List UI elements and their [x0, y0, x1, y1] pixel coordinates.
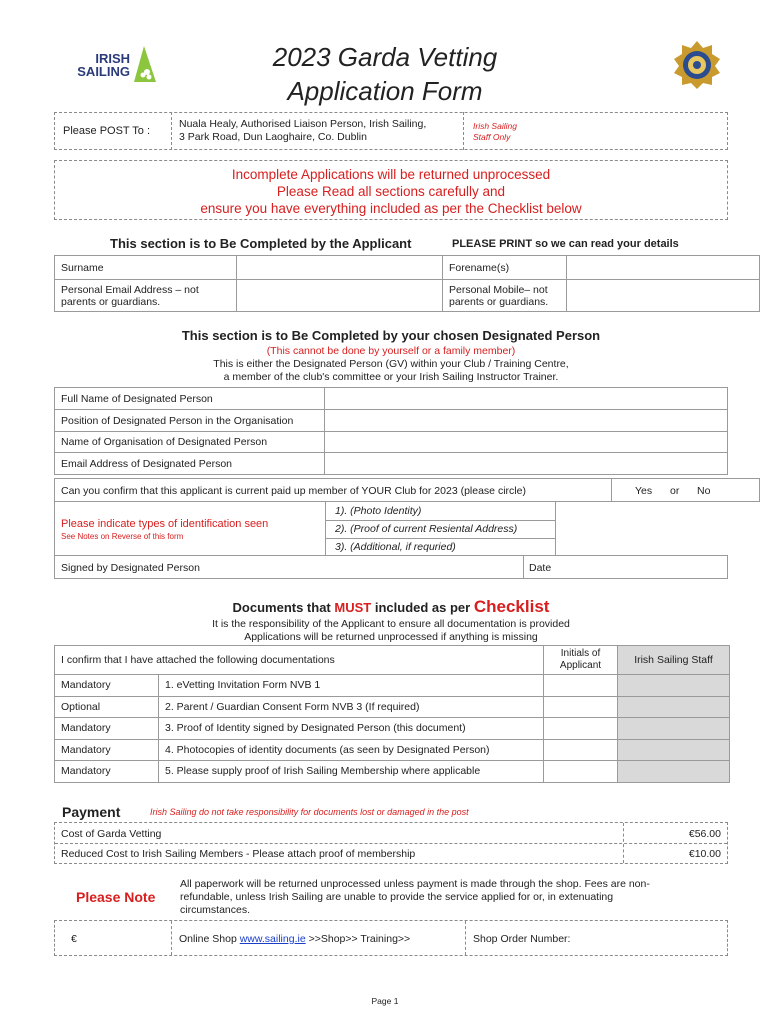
doc-status: Mandatory	[55, 675, 159, 697]
euro-sign: €	[71, 933, 77, 945]
logo-line1: IRISH	[95, 51, 130, 66]
doc-staff-cell	[618, 739, 730, 761]
initials-header: Initials of Applicant	[544, 646, 618, 675]
signed-row	[54, 555, 728, 579]
note-line2: refundable, unless Irish Sailing are unable to provide the service applied for or, in extenuating	[180, 891, 614, 903]
id-option-3[interactable]: 3). (Additional, if requried)	[335, 541, 456, 553]
forename-input[interactable]	[567, 256, 760, 280]
id-types-label: Please indicate types of identification seen	[61, 518, 269, 530]
note-line1: All paperwork will be returned unprocessed unless payment is made through the shop. Fees are non-	[180, 878, 650, 890]
order-number-label: Shop Order Number:	[473, 933, 571, 945]
doc-status: Mandatory	[55, 761, 159, 783]
doc-item: 1. eVetting Invitation Form NVB 1	[159, 675, 544, 697]
doc-staff-cell	[618, 696, 730, 718]
designated-desc	[54, 358, 728, 384]
doc-item: 2. Parent / Guardian Consent Form NVB 3 (If required)	[159, 696, 544, 718]
email-dp-input[interactable]	[325, 453, 728, 475]
staff-only-note	[473, 121, 517, 143]
note-heading: Please Note	[76, 889, 156, 905]
title-line1: 2023 Garda Vetting	[272, 42, 498, 72]
form-title	[240, 40, 530, 108]
documents-resp	[54, 618, 728, 644]
position-label: Position of Designated Person in the Organisation	[55, 410, 325, 432]
doc-status: Mandatory	[55, 718, 159, 740]
mobile-label: Personal Mobile– not parents or guardians.	[443, 280, 567, 312]
post-label: Please POST To :	[63, 125, 151, 137]
docs-heading-pre: Documents that	[232, 600, 331, 615]
email-label: Personal Email Address – not parents or guardians.	[55, 280, 237, 312]
date-label: Date	[529, 562, 552, 574]
doc-initials-input[interactable]	[544, 696, 618, 718]
docs-confirm-label: I confirm that I have attached the following documentations	[55, 646, 544, 675]
table-row	[55, 761, 730, 783]
table-row	[55, 696, 730, 718]
table-row	[55, 675, 730, 697]
reduced-value: €10.00	[688, 848, 721, 860]
no-option[interactable]: No	[697, 485, 711, 497]
yes-option[interactable]: Yes	[635, 485, 653, 497]
logo-line2: SAILING	[77, 64, 130, 79]
email-input[interactable]	[237, 280, 443, 312]
doc-staff-cell	[618, 718, 730, 740]
irish-sailing-logo	[66, 48, 162, 84]
doc-initials-input[interactable]	[544, 675, 618, 697]
docs-heading-must: MUST	[334, 600, 372, 615]
doc-staff-cell	[618, 761, 730, 783]
documents-heading	[54, 597, 728, 617]
confirm-row	[54, 478, 760, 502]
doc-staff-cell	[618, 675, 730, 697]
or-text: or	[670, 485, 680, 497]
designated-table	[54, 387, 728, 475]
staff-line1: Irish Sailing	[473, 121, 517, 131]
doc-item: 4. Photocopies of identity documents (as seen by Designated Person)	[159, 739, 544, 761]
doc-item: 3. Proof of Identity signed by Designated Person (this document)	[159, 718, 544, 740]
sail-icon	[130, 44, 160, 84]
mobile-input[interactable]	[567, 280, 760, 312]
full-name-input[interactable]	[325, 388, 728, 410]
documents-table	[54, 645, 730, 783]
signed-label: Signed by Designated Person	[61, 562, 200, 574]
applicant-heading: This section is to Be Completed by the Applicant	[110, 236, 412, 251]
payment-heading: Payment	[62, 804, 121, 820]
resp-line2: Applications will be returned unprocessed if anything is missing	[244, 631, 538, 643]
email-dp-label: Email Address of Designated Person	[55, 453, 325, 475]
cost-label: Cost of Garda Vetting	[61, 828, 162, 840]
org-name-input[interactable]	[325, 432, 728, 453]
post-to-box	[54, 112, 728, 150]
doc-initials-input[interactable]	[544, 761, 618, 783]
id-option-2[interactable]: 2). (Proof of current Resiental Address)	[335, 523, 518, 535]
docs-heading-mid: included as per	[374, 600, 471, 615]
shop-text	[179, 933, 410, 945]
post-address	[179, 118, 426, 144]
payment-table	[54, 822, 728, 864]
id-types-block	[54, 501, 556, 556]
position-input[interactable]	[325, 410, 728, 432]
desc-line1: This is either the Designated Person (GV) within your Club / Training Centre,	[213, 358, 569, 370]
shop-pre: Online Shop	[179, 933, 237, 945]
cost-value: €56.00	[688, 828, 721, 840]
doc-initials-input[interactable]	[544, 739, 618, 761]
garda-crest-icon	[672, 40, 722, 90]
doc-status: Mandatory	[55, 739, 159, 761]
note-line3: circumstances.	[180, 904, 251, 916]
print-note: PLEASE PRINT so we can read your details	[452, 238, 679, 250]
docs-heading-checklist: Checklist	[473, 597, 550, 616]
surname-label: Surname	[55, 256, 237, 280]
id-option-1[interactable]: 1). (Photo Identity)	[335, 505, 422, 517]
doc-status: Optional	[55, 696, 159, 718]
table-row	[55, 718, 730, 740]
designated-heading: This section is to Be Completed by your chosen Designated Person	[181, 328, 601, 343]
shop-link[interactable]: www.sailing.ie	[239, 933, 306, 945]
warning-line1: Incomplete Applications will be returned unprocessed	[231, 167, 551, 182]
staff-header: Irish Sailing Staff	[618, 646, 730, 675]
shop-post: >>Shop>> Training>>	[305, 933, 411, 945]
designated-subheading: (This cannot be done by yourself or a family member)	[266, 345, 516, 357]
desc-line2: a member of the club's committee or your Irish Sailing Instructor Trainer.	[223, 371, 559, 383]
staff-line2: Staff Only	[473, 132, 511, 142]
warning-line3: ensure you have everything included as per the Checklist below	[200, 201, 582, 216]
page-number: Page 1	[371, 996, 399, 1006]
forename-label: Forename(s)	[443, 256, 567, 280]
id-note: See Notes on Reverse of this form	[61, 532, 184, 541]
doc-item: 5. Please supply proof of Irish Sailing Membership where applicable	[159, 761, 544, 783]
resp-line1: It is the responsibility of the Applicant to ensure all documentation is provided	[212, 618, 570, 630]
address-line2: 3 Park Road, Dun Laoghaire, Co. Dublin	[179, 131, 367, 143]
warning-box	[54, 160, 728, 220]
applicant-table	[54, 255, 760, 312]
doc-initials-input[interactable]	[544, 718, 618, 740]
table-row	[55, 739, 730, 761]
title-line2: Application Form	[287, 76, 483, 106]
payment-disclaimer: Irish Sailing do not take responsibility for documents lost or damaged in the post	[150, 807, 469, 817]
confirm-label: Can you confirm that this applicant is current paid up member of YOUR Club for 2023 (please circle)	[61, 485, 526, 497]
org-name-label: Name of Organisation of Designated Person	[55, 432, 325, 453]
address-line1: Nuala Healy, Authorised Liaison Person, Irish Sailing,	[179, 118, 427, 130]
note-text	[180, 878, 720, 917]
full-name-label: Full Name of Designated Person	[55, 388, 325, 410]
shop-row	[54, 920, 728, 956]
surname-input[interactable]	[237, 256, 443, 280]
warning-line2: Please Read all sections carefully and	[276, 184, 506, 199]
reduced-label: Reduced Cost to Irish Sailing Members - Please attach proof of membership	[61, 848, 416, 860]
